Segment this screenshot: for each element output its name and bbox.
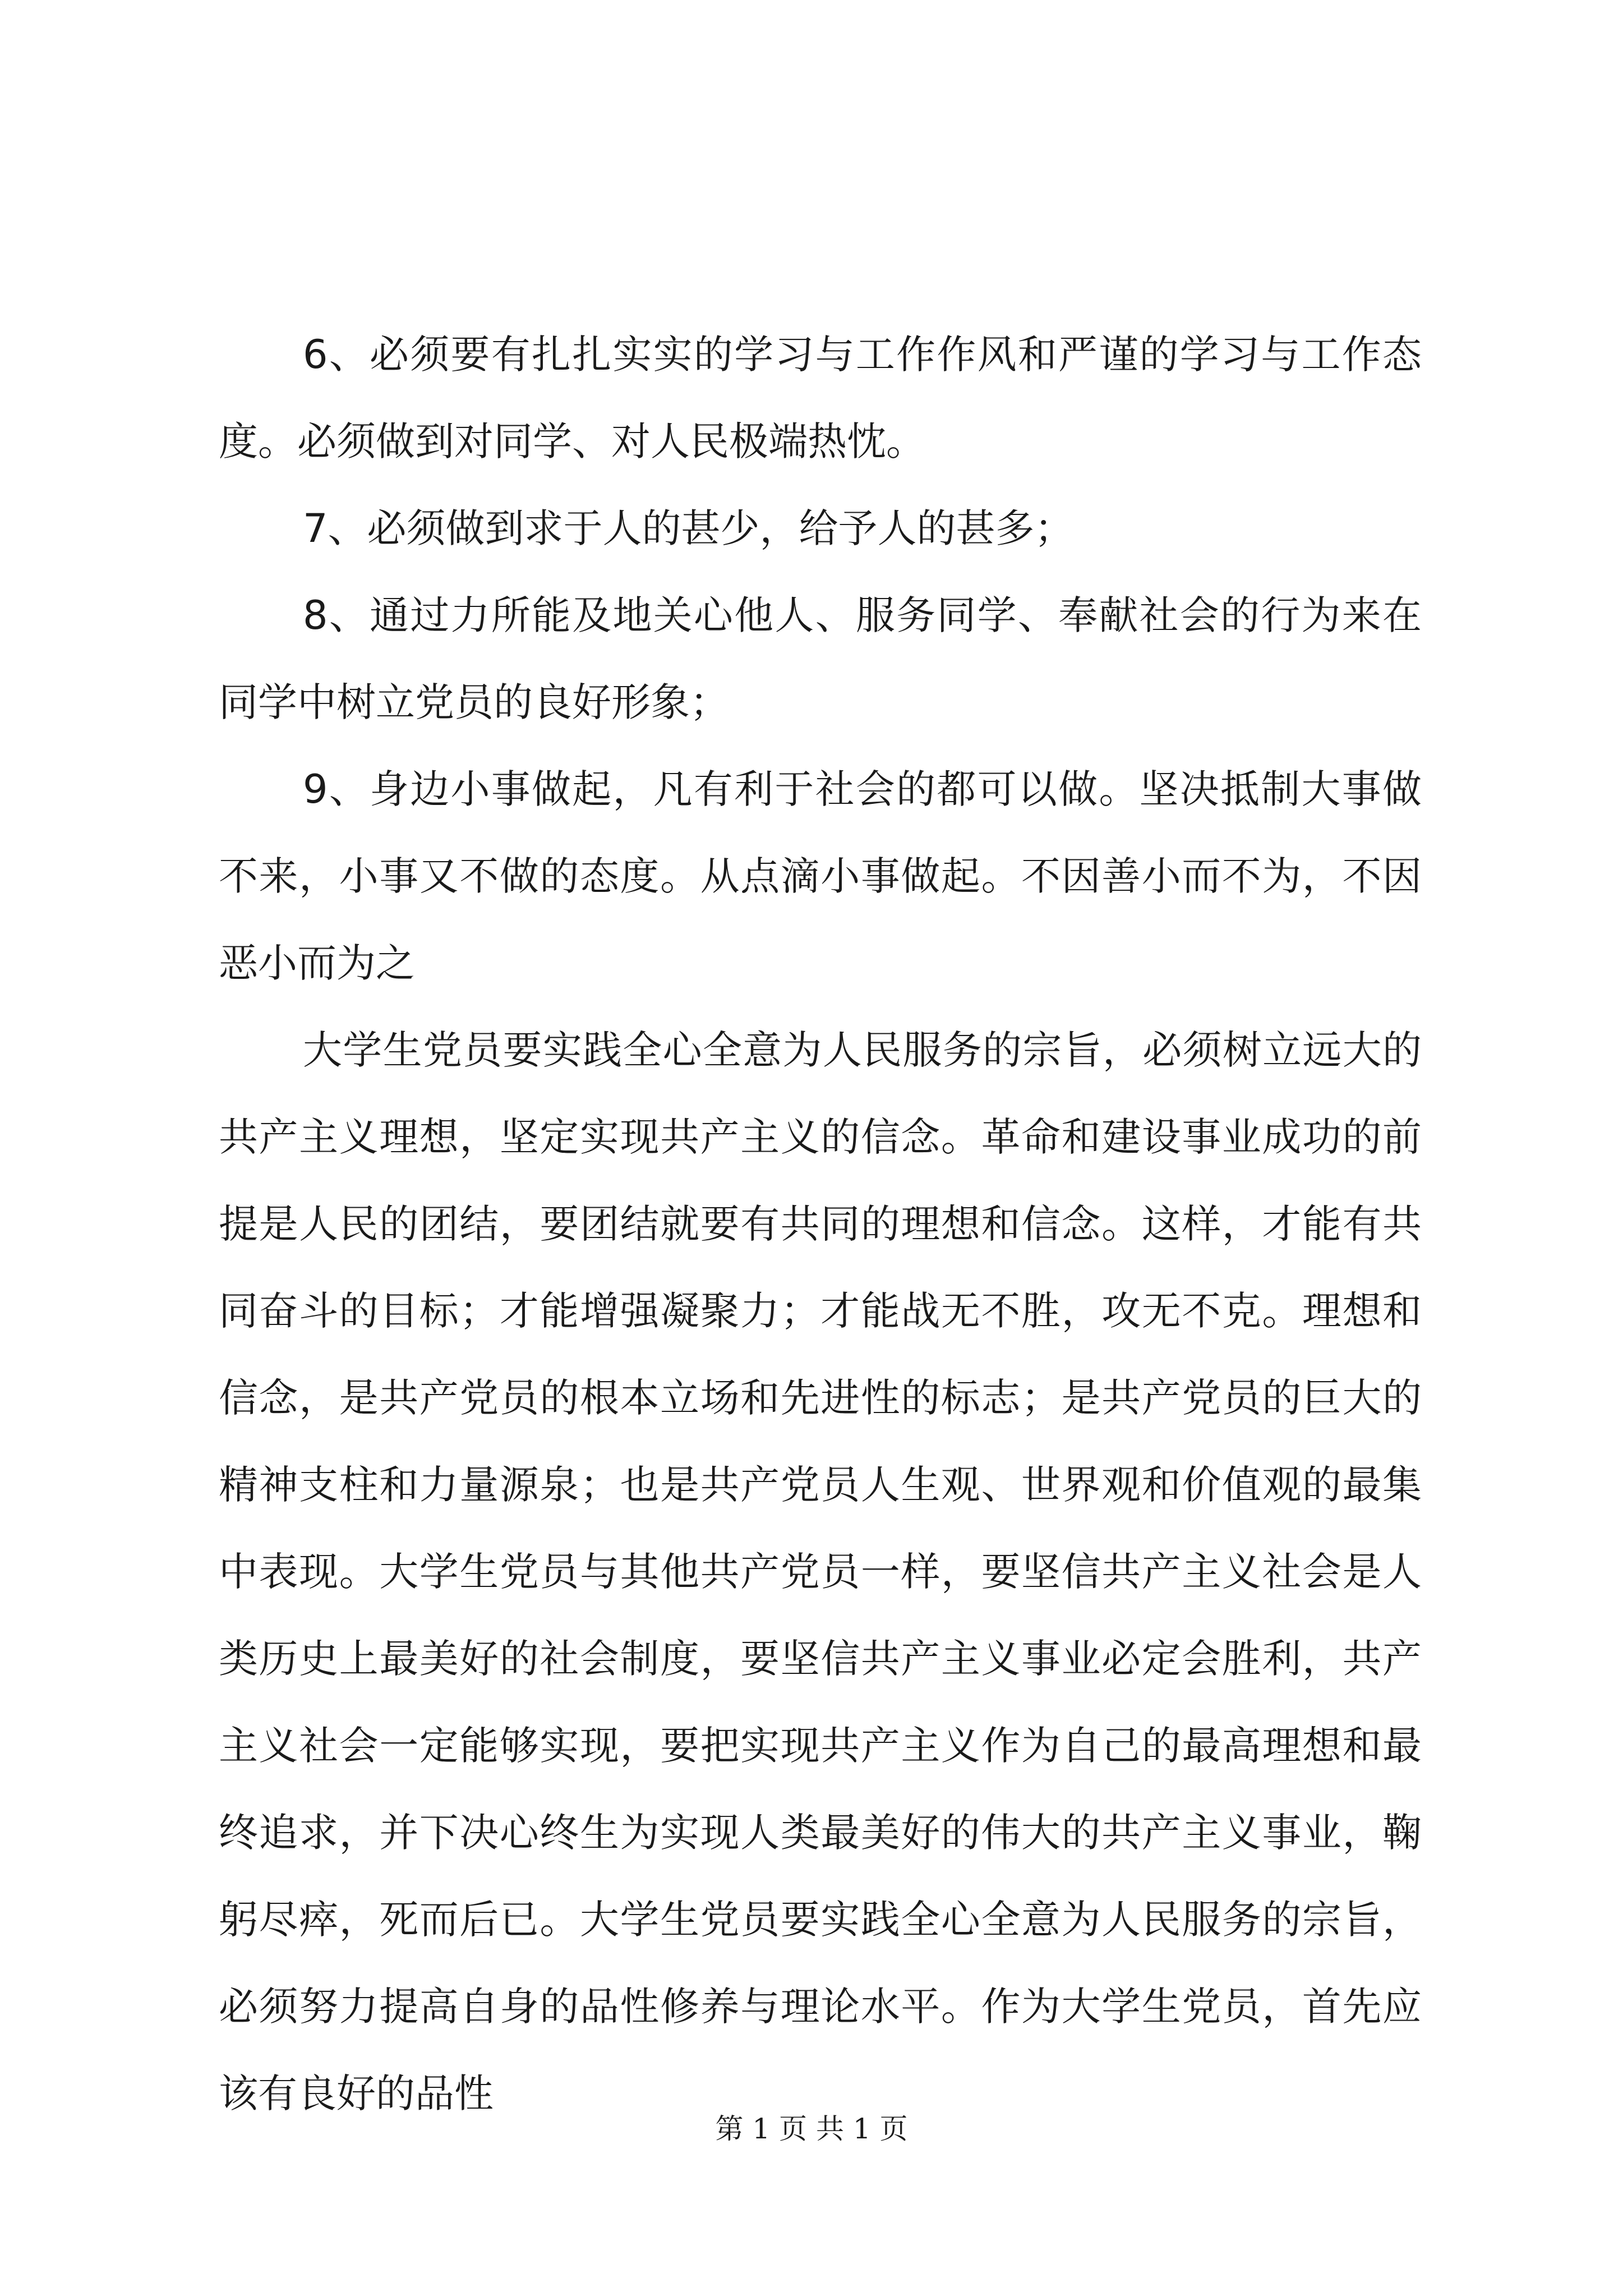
document-body bbox=[219, 311, 1422, 2137]
page-footer bbox=[0, 2106, 1623, 2147]
paragraph-main: 大学生党员要实践全心全意为人民服务的宗旨，必须树立远大的共产主义理想，坚定实现共产主义的信念。革命和建设事业成功的前提是人民的团结，要团结就要有共同的理想和信念。这样，才能有共同奋斗的目标；才能增强凝聚力；才能战无不胜，攻无不克。理想和信念，是共产党员的根本立场和先进性的标志；是共产党员的巨大的精神支柱和力量源泉；也是共产党员人生观、世界观和价值观的最集中表现。大学生党员与其他共产党员一样，要坚信共产主义社会是人类历史上最美好的社会制度，要坚信共产主义事业必定会胜利，共产主义社会一定能够实现，要把实现共产主义作为自己的最高理想和最终追求，并下决心终生为实现人类最美好的伟大的共产主义事业，鞠躬尽瘁，死而后已。大学生党员要实践全心全意为人民服务的宗旨，必须努力提高自身的品性修养与理论水平。作为大学生党员，首先应该有良好的品性 bbox=[219, 1027, 1422, 2116]
paragraph-item-6: 6、必须要有扎扎实实的学习与工作作风和严谨的学习与工作态度。必须做到对同学、对人民极端热忱。 bbox=[219, 332, 1422, 464]
paragraph-item-8: 8、通过力所能及地关心他人、服务同学、奉献社会的行为来在同学中树立党员的良好形象； bbox=[219, 592, 1422, 725]
page-number-label: 第 1 页 共 1 页 bbox=[715, 2113, 908, 2145]
paragraph-item-9: 9、身边小事做起，凡有利于社会的都可以做。坚决抵制大事做不来，小事又不做的态度。从点滴小事做起。不因善小而不为，不因恶小而为之 bbox=[219, 766, 1422, 986]
paragraph-item-7: 7、必须做到求于人的甚少，给予人的甚多； bbox=[303, 505, 1074, 551]
